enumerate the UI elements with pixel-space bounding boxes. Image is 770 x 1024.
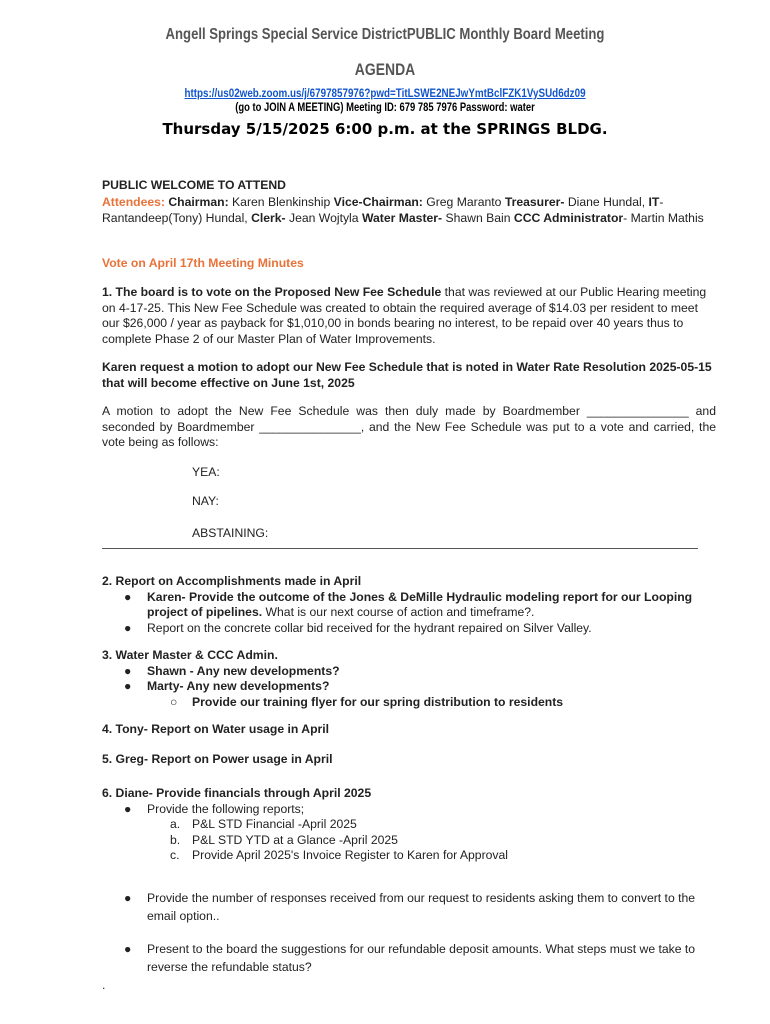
public-welcome: PUBLIC WELCOME TO ATTEND [102, 178, 286, 192]
vote-nay: NAY: [192, 494, 219, 508]
item-3 [102, 648, 716, 710]
report-item: c. Provide April 2025's Invoice Register to Karen for Approval [170, 848, 508, 862]
attendees-label: Attendees: [102, 195, 165, 209]
report-item: b. P&L STD YTD at a Glance -April 2025 [170, 832, 398, 847]
attendees: Attendees: Chairman: Karen Blenkinship Vice-Chairman: Greg Maranto Treasurer- Diane Hundal, IT-Rantandeep(Tony) Hundal, Clerk- Jean Wojtyla Water Master- Shawn Bain CCC Administrator- Martin Mathis [102, 195, 704, 225]
item-3-heading: 3. Water Master & CCC Admin. [102, 648, 278, 662]
list-item: ● Karen- Provide the outcome of the Jones & DeMille Hydraulic modeling report for our Looping project of pipelines. What is our next course of action and timeframe?. [124, 589, 693, 619]
item-6-bullet-2: ● Provide the number of responses received from our request to residents asking them to convert to the email option.. [124, 891, 696, 923]
list-item: ● Report on the concrete collar bid received for the hydrant repaired on Silver Valley. [124, 620, 592, 635]
zoom-link[interactable]: https://us02web.zoom.us/j/6797857976?pwd=TitLSWE2NEJwYmtBclFZK1VySUd6dz09 [184, 86, 586, 100]
vote-yea: YEA: [192, 465, 220, 479]
item-5: 5. Greg- Report on Power usage in April [102, 752, 333, 766]
item-2 [102, 574, 716, 636]
item-4: 4. Tony- Report on Water usage in April [102, 722, 330, 736]
item-6-heading: 6. Diane- Provide financials through April 2025 [102, 786, 372, 800]
item-6-bullet-3: ● Present to the board the suggestions for our refundable deposit amounts. What steps must we take to reverse the refundable status? [124, 942, 696, 974]
report-item: a. P&L STD Financial -April 2025 [170, 817, 357, 831]
meeting-date-time: Thursday 5/15/2025 6:00 p.m. at the SPRINGS BLDG. [162, 120, 608, 138]
item-2-heading: 2. Report on Accomplishments made in April [102, 574, 362, 588]
list-item: ● Provide the following reports; [124, 801, 305, 816]
vote-minutes-heading: Vote on April 17th Meeting Minutes [102, 256, 304, 270]
item-6 [102, 786, 716, 864]
motion-text: A motion to adopt the New Fee Schedule was then duly made by Boardmember _______________ and seconded by Boardmember _______________, and the New Fee Schedule was put to a vote and carried, the vote being as follows: [102, 404, 716, 449]
trailing-dot: . [102, 978, 106, 992]
list-item: ● Marty- Any new developments? [124, 679, 330, 693]
vote-abstaining: ABSTAINING: [192, 526, 269, 540]
list-item: ○ Provide our training flyer for our spring distribution to residents [170, 694, 564, 709]
zoom-meeting-info: (go to JOIN A MEETING) Meeting ID: 679 785 7976 Password: water [235, 102, 535, 114]
agenda-heading: AGENDA [354, 60, 416, 79]
item-1: 1. The board is to vote on the Proposed New Fee Schedule that was reviewed at our Public Hearing meeting on 4-17-25. This New Fee Schedule was created to obtain the required average of $14.03 per resident to meet our $26,000 / year as payback for $1,010,00 in bonds bearing no interest, to be repaid over 40 years thus to complete Phase 2 of our Master Plan of Water Improvements. [102, 285, 707, 346]
motion-request: Karen request a motion to adopt our New Fee Schedule that is noted in Water Rate Resolution 2025-05-15 that will become effective on June 1st, 2025 [102, 360, 712, 390]
document-title: Angell Springs Special Service DistrictPUBLIC Monthly Board Meeting [165, 26, 605, 43]
list-item: ● Shawn - Any new developments? [124, 663, 340, 678]
divider [102, 548, 698, 549]
